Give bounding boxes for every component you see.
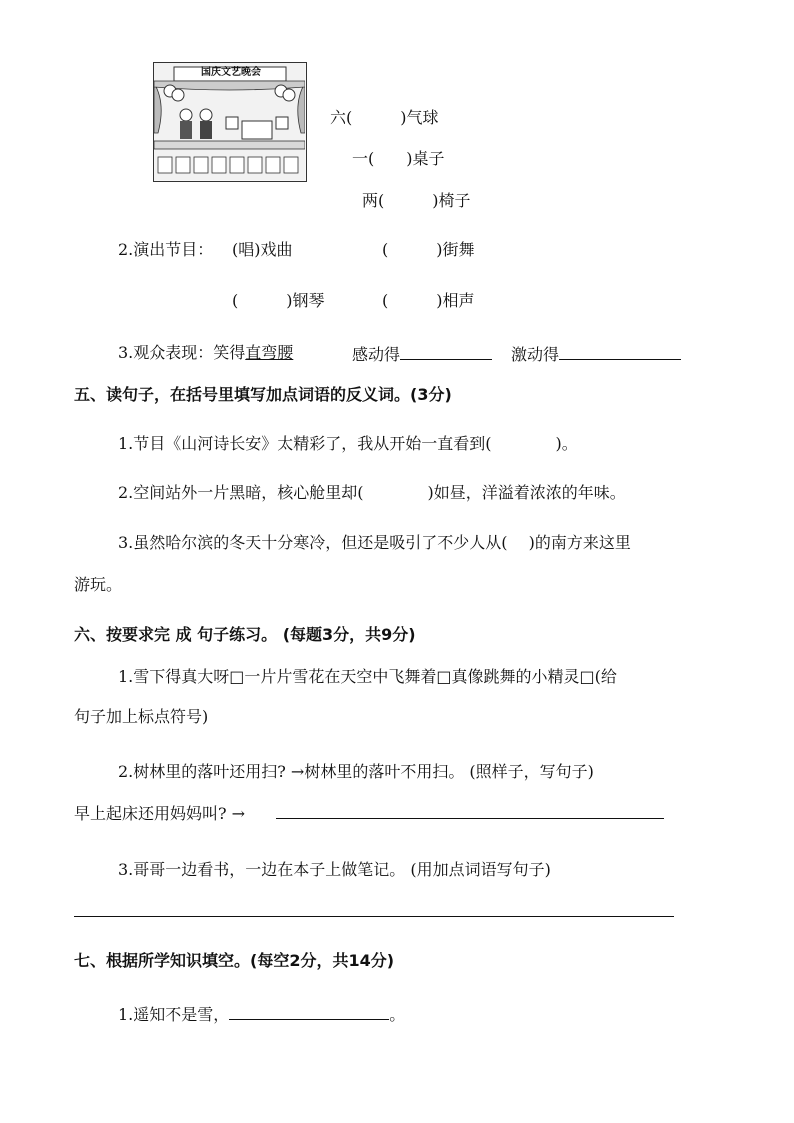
q3-line [118, 343, 293, 363]
section6-s3: 3.哥哥一边看书，一边在本子上做笔记。 (用加点词语写句子) [118, 860, 551, 879]
q2-piano: ( )钢琴 [232, 291, 325, 310]
q2-opera: (唱)戏曲 [232, 240, 293, 259]
section5-title: 五、读句子，在括号里填写加点词语的反义词。(3分) [74, 385, 452, 404]
section7-s1-blank[interactable] [229, 1003, 389, 1020]
section7-s1: 1.遥知不是雪， 。 [118, 1005, 406, 1024]
section6-title: 六、按要求完 成 句子练习。 (每题3分，共9分) [74, 625, 416, 644]
q1-item-chairs: 两( )椅子 [362, 191, 471, 210]
stage-drawing [154, 63, 305, 180]
q3-moved-blank[interactable] [400, 343, 492, 360]
section5-s2: 2.空间站外一片黑暗，核心舱里却( )如昼，洋溢着浓浓的年味。 [118, 483, 626, 502]
banner-text: 国庆文艺晚会 [201, 67, 261, 78]
section6-s2a: 2.树林里的落叶还用扫? →树林里的落叶不用扫。 (照样子，写句子) [118, 762, 594, 781]
q3-excited: 激动得 [511, 343, 681, 365]
q1-item-balloons: 六( )气球 [330, 108, 439, 127]
section7-title: 七、根据所学知识填空。(每空2分，共14分) [74, 951, 395, 970]
q1-item-tables: 一( )桌子 [352, 149, 445, 168]
answer-line-s2[interactable] [276, 818, 664, 819]
q3-excited-blank[interactable] [559, 343, 681, 360]
section5-s3b: 游玩。 [74, 575, 123, 594]
answer-line-s3[interactable] [74, 916, 674, 917]
section5-s3a: 3.虽然哈尔滨的冬天十分寒冷，但还是吸引了不少人从( )的南方来这里 [118, 533, 631, 552]
stage-illustration [153, 62, 307, 182]
q3-underlined: 直弯腰 [245, 343, 294, 362]
q2-crosstalk: ( )相声 [382, 291, 475, 310]
q3-moved: 感动得 [352, 343, 492, 365]
section6-s1b: 句子加上标点符号) [74, 707, 209, 726]
q2-label: 2.演出节目： [118, 240, 214, 259]
section6-s1a: 1.雪下得真大呀□一片片雪花在天空中飞舞着□真像跳舞的小精灵□(给 [118, 667, 617, 686]
q2-street-dance: ( )街舞 [382, 240, 475, 259]
section5-s1: 1.节目《山河诗长安》太精彩了，我从开始一直看到( )。 [118, 434, 578, 453]
q3-prefix: 3.观众表现：笑得 [118, 343, 246, 362]
section6-s2b: 早上起床还用妈妈叫? → [74, 804, 246, 823]
